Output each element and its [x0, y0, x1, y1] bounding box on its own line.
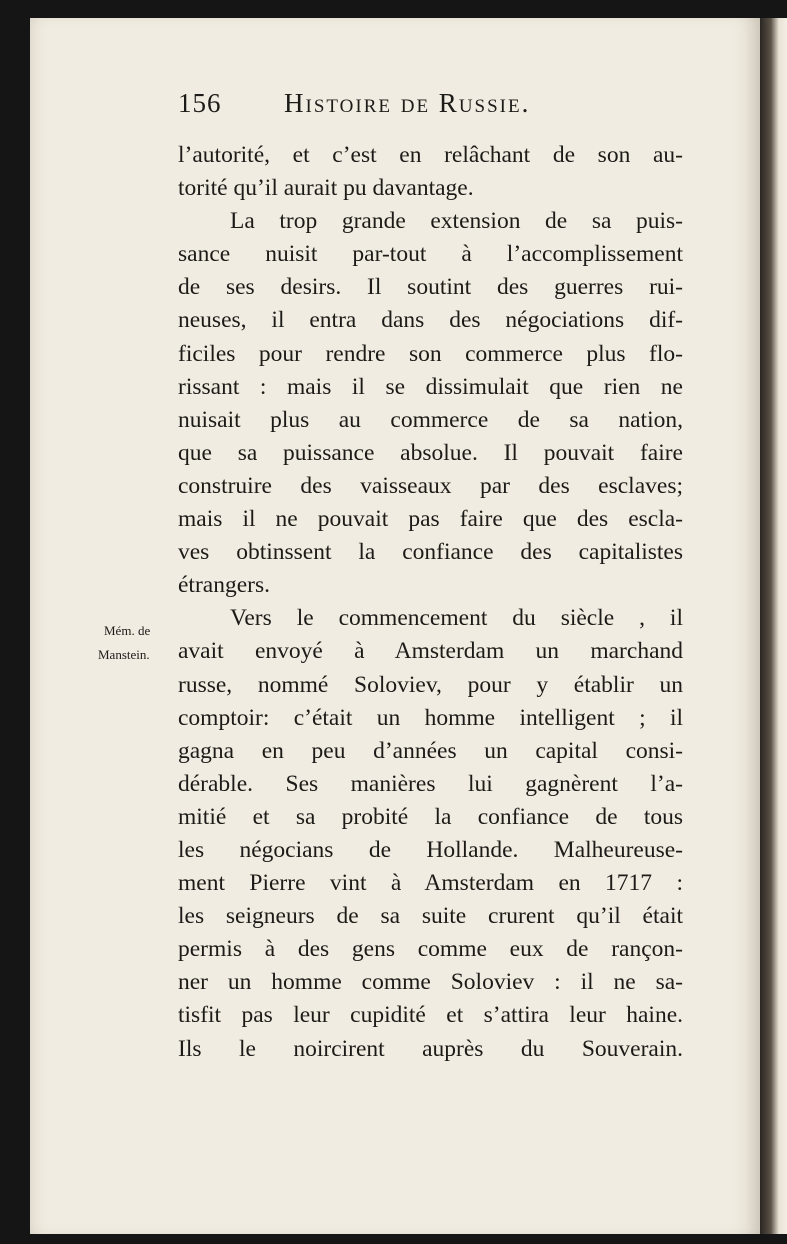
text-line: nuisait plus au commerce de sa nation, [178, 406, 683, 433]
margin-note-line: Manstein. [98, 647, 150, 662]
page-number: 156 [178, 88, 222, 118]
text-line: ment Pierre vint à Amsterdam en 1717 : [178, 870, 683, 897]
book-spine-edge [760, 18, 787, 1234]
text-line: dérable. Ses manières lui gagnèrent l’a- [178, 770, 683, 797]
text-line: tisfit pas leur cupidité et s’attira leur haine. [178, 1002, 683, 1029]
text-line: torité qu’il aurait pu davantage. [178, 175, 474, 202]
text-line: sance nuisit par-tout à l’accomplissement [178, 241, 683, 268]
text-line: avait envoyé à Amsterdam un marchand [178, 638, 683, 665]
text-line: étrangers. [178, 572, 270, 599]
text-line: ves obtinssent la confiance des capitalistes [178, 539, 683, 566]
text-line: ficiles pour rendre son commerce plus flo- [178, 340, 683, 367]
text-line: mais il ne pouvait pas faire que des escla- [178, 506, 683, 533]
text-line: mitié et sa probité la confiance de tous [178, 803, 683, 830]
text-line: Vers le commencement du siècle , il [230, 605, 683, 632]
text-line: permis à des gens comme eux de rançon- [178, 936, 683, 963]
body-text [178, 139, 683, 1066]
text-line: La trop grande extension de sa puis- [230, 208, 683, 235]
text-line: russe, nommé Soloviev, pour y établir un [178, 671, 683, 698]
text-line: rissant : mais il se dissimulait que rien ne [178, 373, 683, 400]
page-header [178, 88, 688, 128]
text-line: ner un homme comme Soloviev : il ne sa- [178, 969, 683, 996]
text-line: neuses, il entra dans des négociations dif- [178, 307, 683, 334]
text-line: construire des vaisseaux par des esclaves; [178, 472, 683, 499]
text-line: comptoir: c’était un homme intelligent ; il [178, 704, 683, 731]
text-line: les négocians de Hollande. Malheureuse- [178, 836, 683, 863]
text-line: de ses desirs. Il soutint des guerres rui- [178, 274, 683, 301]
text-line: que sa puissance absolue. Il pouvait faire [178, 439, 683, 466]
text-line: l’autorité, et c’est en relâchant de son au- [178, 142, 683, 168]
margin-note-line: Mém. de [104, 623, 151, 638]
running-title: Histoire de Russie. [284, 88, 531, 118]
text-line: les seigneurs de sa suite crurent qu’il était [178, 903, 683, 930]
margin-note [98, 619, 178, 667]
text-line: Ils le noircirent auprès du Souverain. [178, 1035, 683, 1062]
text-line: gagna en peu d’années un capital consi- [178, 737, 683, 764]
